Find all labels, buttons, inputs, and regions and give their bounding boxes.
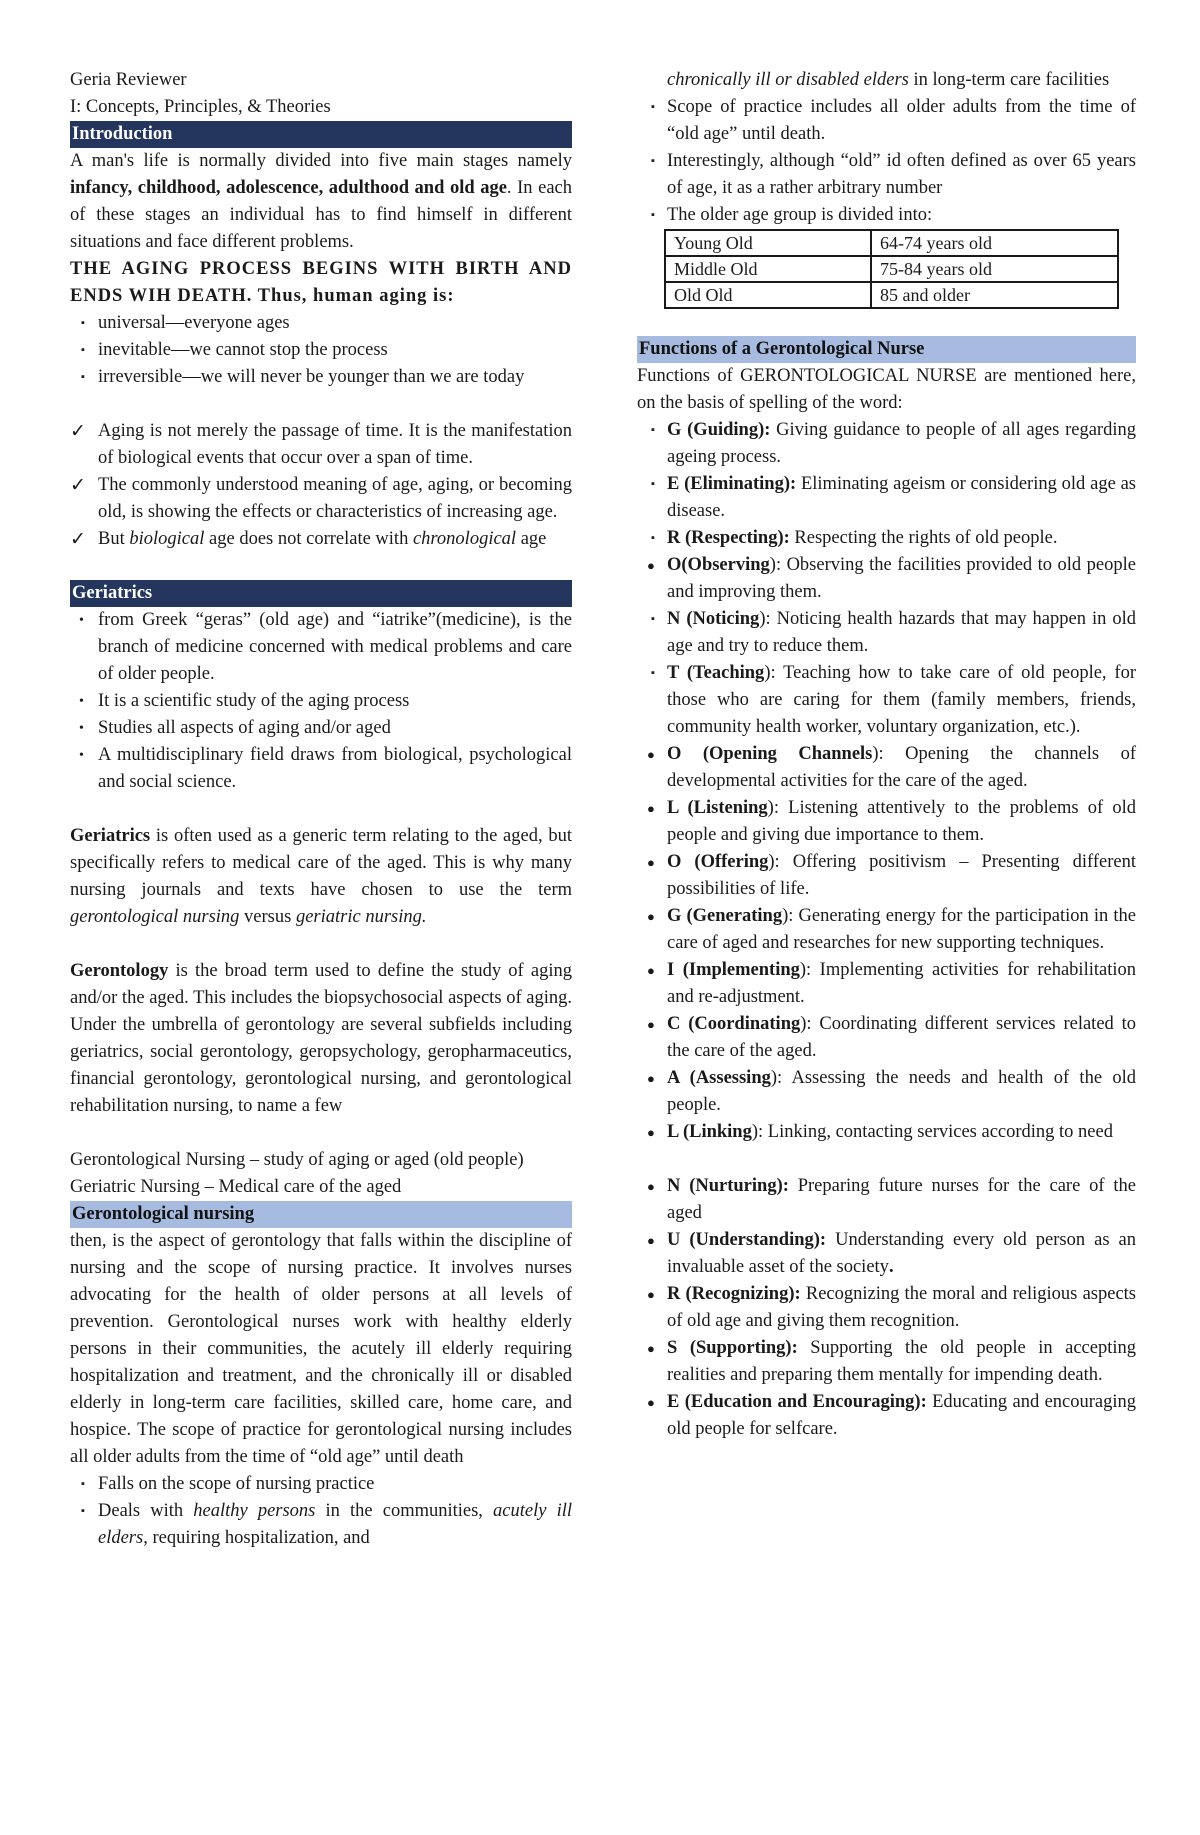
age-group-name-cell: Middle Old	[665, 256, 871, 282]
bullet-icon: ●	[647, 1341, 655, 1356]
bold-text-run: THE AGING PROCESS BEGINS WITH BIRTH AND ENDS WIH DEATH. Thus, human aging is:	[70, 259, 572, 306]
bullet-icon: ▪	[81, 1505, 85, 1517]
italic-text-run: chronically ill or disabled elders	[667, 70, 909, 90]
table-row	[665, 256, 1118, 282]
list-item	[637, 202, 1136, 229]
text-run: ): Implementing activities for rehabilitation and re-adjustment.	[667, 960, 1136, 1007]
list-item	[637, 849, 1136, 903]
bullet-list	[70, 310, 572, 391]
spacer	[70, 931, 572, 958]
text-run: Recognizing the moral and religious aspects of old age and giving them recognition.	[667, 1284, 1136, 1331]
text-run: It is a scientific study of the aging process	[98, 691, 410, 711]
text-run: Geriatric Nursing – Medical care of the aged	[70, 1177, 402, 1197]
text-run: The older age group is divided into:	[667, 205, 933, 225]
bullet-list	[637, 741, 1136, 1146]
list-item-continuation	[637, 67, 1136, 94]
text-run: Aging is not merely the passage of time. It is the manifestation of biological events that occur over a span of time.	[98, 421, 572, 468]
italic-text-run: gerontological nursing	[70, 907, 240, 927]
bold-text-run: R (Respecting):	[667, 528, 790, 548]
text-run: Studies all aspects of aging and/or aged	[98, 718, 391, 738]
spacer	[70, 553, 572, 580]
text-run: The commonly understood meaning of age, aging, or becoming old, is showing the effects or characteristics of increasing age.	[98, 475, 572, 522]
bold-text-run: Geriatrics	[70, 826, 151, 846]
bold-text-run: O (Offering	[667, 852, 769, 872]
bold-text-run: S (Supporting):	[667, 1338, 798, 1358]
text-run: from Greek “geras” (old age) and “iatrike”(medicine), is the branch of medicine concerned with medical problems and care of older people.	[98, 610, 572, 684]
bullet-icon: ●	[647, 801, 655, 816]
spacer	[70, 1120, 572, 1147]
list-item	[637, 417, 1136, 471]
bullet-icon: ●	[647, 1233, 655, 1248]
bullet-list	[637, 606, 1136, 741]
bullet-icon: ▪	[81, 1478, 85, 1490]
list-item	[637, 795, 1136, 849]
bullet-icon: ●	[647, 1179, 655, 1194]
text-run: A multidisciplinary field draws from biological, psychological and social science.	[98, 745, 572, 792]
age-range-cell: 85 and older	[871, 282, 1118, 308]
spacer	[637, 309, 1136, 336]
age-range-cell: 64-74 years old	[871, 230, 1118, 256]
bullet-list	[637, 417, 1136, 552]
text-run: universal—everyone ages	[98, 313, 290, 333]
bold-text-run: N (Noticing	[667, 609, 760, 629]
text-run: ): Coordinating different services related to the care of the aged.	[667, 1014, 1137, 1061]
list-item	[70, 1471, 572, 1498]
text-run: irreversible—we will never be younger than we are today	[98, 367, 525, 387]
text-run: ): Opening the channels of developmental activities for the care of the aged.	[667, 744, 1136, 791]
bold-text-run: R (Recognizing):	[667, 1284, 801, 1304]
list-item	[70, 310, 572, 337]
bold-text-run: infancy, childhood, adolescence, adulthood and old age	[70, 178, 507, 198]
bullet-list	[637, 1173, 1136, 1443]
left-column	[70, 67, 572, 1552]
section-header-geriatrics: Geriatrics	[70, 580, 572, 607]
bullet-icon: •	[79, 748, 84, 763]
text-run: ): Listening attentively to the problems of old people and giving due importance to them.	[667, 798, 1136, 845]
bullet-icon: ▪	[651, 155, 655, 167]
text-run: in the communities,	[315, 1501, 494, 1521]
text-run: , requiring hospitalization, and	[143, 1528, 370, 1548]
checkmark-icon: ✓	[70, 421, 86, 442]
text-run: ): Linking, contacting services according to need	[751, 1122, 1113, 1142]
text-run: ): Observing the facilities provided to old people and improving them.	[667, 555, 1136, 602]
bold-text-run: O (Opening Channels	[667, 744, 873, 764]
text-line	[70, 1174, 572, 1201]
text-run: ): Assessing the needs and health of the old people.	[667, 1068, 1136, 1115]
section-header-functions-of-a-gerontological-nurse: Functions of a Gerontological Nurse	[637, 336, 1136, 363]
bullet-icon: •	[79, 694, 84, 709]
text-run: Deals with	[98, 1501, 194, 1521]
right-column	[637, 67, 1136, 1443]
text-run: Understanding every old person as an invaluable asset of the society	[667, 1230, 1136, 1277]
text-run: Falls on the scope of nursing practice	[98, 1474, 375, 1494]
bullet-icon: ▪	[81, 344, 85, 356]
list-item	[70, 607, 572, 688]
text-run: Gerontological Nursing – study of aging or aged (old people)	[70, 1150, 524, 1170]
bold-text-run: A (Assessing	[667, 1068, 771, 1088]
list-item	[637, 903, 1136, 957]
bullet-icon: •	[79, 721, 84, 736]
text-run: Geria Reviewer	[70, 70, 187, 90]
list-item	[70, 742, 572, 796]
age-group-name-cell: Young Old	[665, 230, 871, 256]
text-run: Eliminating ageism or considering old age as disease.	[667, 474, 1136, 521]
text-run: is often used as a generic term relating to the aged, but specifically refers to medical care of the aged. This is why many nursing journals and texts have chosen to use the term	[70, 826, 572, 900]
text-run: ): Offering positivism – Presenting different possibilities of life.	[667, 852, 1136, 899]
bullet-list	[70, 607, 572, 796]
bullet-list	[637, 94, 1136, 229]
text-run: then, is the aspect of gerontology that falls within the discipline of nursing and the scope of nursing practice. It involves nurses advocating for the health of older persons at all levels of prevention. Gerontological nurses work with healthy elderly persons in their communities, the acutely ill elderly requiring hospitalization and treatment, and the chronically ill or disabled elderly in long-term care facilities, skilled care, home care, and hospice. The scope of practice for gerontological nursing includes all older adults from the time of “old age” until death	[70, 1231, 572, 1467]
list-item	[637, 1281, 1136, 1335]
paragraph	[70, 823, 572, 931]
list-item	[637, 552, 1136, 606]
bullet-icon: ●	[647, 909, 655, 924]
list-item	[637, 741, 1136, 795]
bold-text-run: I (Implementing	[667, 960, 800, 980]
list-item	[70, 688, 572, 715]
list-item	[637, 957, 1136, 1011]
bold-text-run: E (Education and Encouraging):	[667, 1392, 927, 1412]
text-run: inevitable—we cannot stop the process	[98, 340, 388, 360]
list-item	[70, 364, 572, 391]
text-run: A man's life is normally divided into five main stages namely	[70, 151, 572, 171]
text-run: But	[98, 529, 130, 549]
age-group-table	[664, 229, 1119, 309]
age-group-name-cell: Old Old	[665, 282, 871, 308]
list-item	[70, 472, 572, 526]
bullet-icon: ●	[647, 855, 655, 870]
text-run: is the broad term used to define the study of aging and/or the aged. This includes the biopsychosocial aspects of aging. Under the umbrella of gerontology are several subfields including geriatrics, social gerontology, geropsychology, geropharmaceutics, financial gerontology, gerontological nursing, and gerontological rehabilitation nursing, to name a few	[70, 961, 572, 1116]
bullet-list	[637, 552, 1136, 606]
list-item	[70, 337, 572, 364]
text-run: age	[516, 529, 547, 549]
bold-text-run: U (Understanding):	[667, 1230, 827, 1250]
bullet-icon: ▪	[651, 209, 655, 221]
text-run: I: Concepts, Principles, & Theories	[70, 97, 331, 117]
list-item	[637, 94, 1136, 148]
list-item	[637, 1011, 1136, 1065]
bold-text-run: N (Nurturing):	[667, 1176, 789, 1196]
bullet-icon: ●	[647, 1287, 655, 1302]
bullet-icon: •	[79, 613, 84, 628]
paragraph	[70, 256, 572, 310]
bullet-icon: ●	[647, 1395, 655, 1410]
section-header-introduction: Introduction	[70, 121, 572, 148]
bullet-icon: ▪	[651, 532, 655, 544]
bold-text-run: O(Observing	[667, 555, 770, 575]
italic-text-run: biological	[129, 529, 205, 549]
paragraph	[70, 958, 572, 1120]
italic-text-run: geriatric nursing.	[295, 907, 427, 927]
list-item	[70, 715, 572, 742]
table-row	[665, 230, 1118, 256]
bullet-icon: ▪	[651, 478, 655, 490]
text-run: age does not correlate with	[204, 529, 413, 549]
bullet-icon: ●	[647, 1017, 655, 1032]
bullet-icon: ●	[647, 963, 655, 978]
bullet-list	[70, 418, 572, 553]
bold-text-run: C (Coordinating	[667, 1014, 801, 1034]
italic-text-run: healthy persons	[193, 1501, 316, 1521]
bullet-icon: ●	[647, 1071, 655, 1086]
italic-text-run: chronological	[412, 529, 517, 549]
list-item	[637, 471, 1136, 525]
bullet-icon: ●	[647, 558, 655, 573]
list-item	[637, 1173, 1136, 1227]
text-run: Educating and encouraging old people for selfcare.	[667, 1392, 1136, 1439]
bullet-list	[70, 1471, 572, 1552]
spacer	[637, 1146, 1136, 1173]
bullet-icon: ●	[647, 1125, 655, 1140]
text-run: . In each of these stages an individual has to find himself in different situations and face different problems.	[70, 178, 572, 252]
text-line	[70, 67, 572, 94]
bullet-icon: ▪	[81, 317, 85, 329]
list-item	[637, 1389, 1136, 1443]
text-run: Scope of practice includes all older adults from the time of “old age” until death.	[667, 97, 1136, 144]
bullet-icon: ▪	[651, 667, 655, 679]
text-run: Supporting the old people in accepting realities and preparing them mentally for impending death.	[667, 1338, 1136, 1385]
text-run: ): Generating energy for the participation in the care of aged and researches for new supporting techniques.	[667, 906, 1137, 953]
list-item	[637, 1119, 1136, 1146]
bullet-icon: ▪	[651, 424, 655, 436]
text-run: Preparing future nurses for the care of the aged	[667, 1176, 1136, 1223]
list-item	[637, 1227, 1136, 1281]
list-item	[637, 660, 1136, 741]
bold-text-run: T (Teaching	[667, 663, 765, 683]
text-run: ): Noticing health hazards that may happen in old age and try to reduce them.	[667, 609, 1136, 656]
paragraph	[637, 363, 1136, 417]
bold-text-run: G (Guiding):	[667, 420, 771, 440]
bold-text-run: Gerontology	[70, 961, 169, 981]
bullet-icon: ▪	[651, 613, 655, 625]
list-item	[637, 606, 1136, 660]
checkmark-icon: ✓	[70, 475, 86, 496]
spacer	[70, 391, 572, 418]
text-run: Respecting the rights of old people.	[789, 528, 1058, 548]
list-item	[70, 1498, 572, 1552]
italic-text-run: acutely ill elders	[98, 1501, 572, 1548]
text-run: Functions of GERONTOLOGICAL NURSE are mentioned here, on the basis of spelling of the word:	[637, 366, 1136, 413]
bold-text-run: G (Generating	[667, 906, 783, 926]
bullet-icon: ●	[647, 747, 655, 762]
paragraph	[70, 148, 572, 256]
list-item	[637, 1065, 1136, 1119]
bullet-icon: ▪	[81, 371, 85, 383]
list-item	[637, 525, 1136, 552]
bold-text-run: L (Linking	[667, 1122, 752, 1142]
text-run: ): Teaching how to take care of old people, for those who are caring for them (family members, friends, community health worker, voluntary organization, etc.).	[667, 663, 1136, 737]
paragraph	[70, 1147, 572, 1174]
checkmark-icon: ✓	[70, 529, 86, 550]
text-run: Interestingly, although “old” id often defined as over 65 years of age, it as a rather arbitrary number	[667, 151, 1136, 198]
text-line	[70, 94, 572, 121]
bullet-icon: ▪	[651, 101, 655, 113]
text-run: versus	[239, 907, 296, 927]
bold-text-run: E (Eliminating):	[667, 474, 797, 494]
table-row	[665, 282, 1118, 308]
text-run: Giving guidance to people of all ages regarding ageing process.	[667, 420, 1136, 467]
list-item	[70, 418, 572, 472]
list-item	[637, 148, 1136, 202]
paragraph	[70, 1228, 572, 1471]
age-range-cell: 75-84 years old	[871, 256, 1118, 282]
text-run: in long-term care facilities	[908, 70, 1110, 90]
bold-text-run: .	[888, 1257, 894, 1277]
list-item	[70, 526, 572, 553]
spacer	[70, 796, 572, 823]
section-header-gerontological-nursing: Gerontological nursing	[70, 1201, 572, 1228]
list-item	[637, 1335, 1136, 1389]
bold-text-run: L (Listening	[667, 798, 768, 818]
